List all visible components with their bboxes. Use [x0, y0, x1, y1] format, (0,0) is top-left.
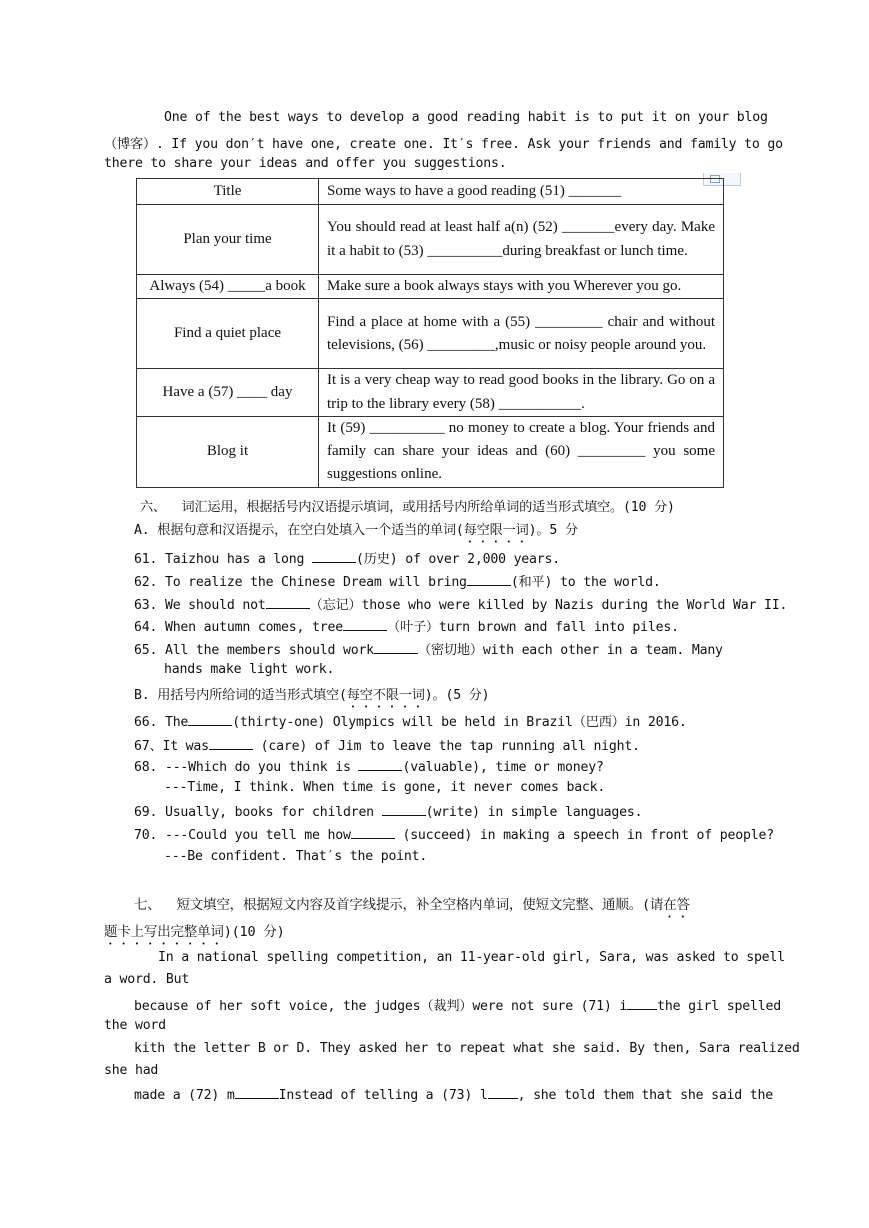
- answer-blank[interactable]: [467, 573, 511, 586]
- passage-line-1: In a national spelling competition, an 11-year-old girl, Sara, was asked to spell: [158, 950, 785, 965]
- table-cell-label: Have a (57) ____ day: [137, 369, 319, 417]
- table-cell-label: Plan your time: [137, 205, 319, 275]
- answer-blank[interactable]: [382, 803, 426, 816]
- question-68-answer: ---Time, I think. When time is gone, it never comes back.: [164, 780, 606, 795]
- answer-blank[interactable]: [188, 713, 232, 726]
- answer-blank[interactable]: [627, 997, 657, 1010]
- passage-line-2: a word. But: [104, 972, 190, 987]
- question-67: 67、It was (care) of Jim to leave the tap running all night.: [134, 739, 640, 754]
- passage-line-3: because of her soft voice, the judges（裁判）were not sure (71) i the girl spelled: [134, 999, 781, 1014]
- section-7-heading: 七、 短文填空，根据短文内容及首字线提示，补全空格内单词，使短文完整、通顺。(请在答: [134, 897, 690, 913]
- answer-blank[interactable]: [235, 1086, 279, 1099]
- question-65: 65. All the members should work （密切地）with each other in a team. Many: [134, 643, 723, 658]
- question-62: 62. To realize the Chinese Dream will bring (和平) to the world.: [134, 575, 661, 590]
- question-64: 64. When autumn comes, tree （叶子）turn brown and fall into piles.: [134, 620, 679, 635]
- answer-blank[interactable]: [266, 596, 310, 609]
- reading-habit-table: [136, 178, 724, 488]
- intro-line-1: One of the best ways to develop a good reading habit is to put it on your blog: [164, 110, 768, 125]
- table-cell-content: Find a place at home with a (55) _________ chair and without televisions, (56) _________,music or noisy people around you.: [319, 299, 724, 369]
- answer-blank[interactable]: [209, 737, 253, 750]
- table-cell-content: It (59) __________ no money to create a blog. Your friends and family can share your ideas and (60) _________ you some suggestions online.: [319, 416, 724, 487]
- question-66: 66. The (thirty-one) Olympics will be held in Brazil（巴西）in 2016.: [134, 715, 687, 730]
- table-cell-content: It is a very cheap way to read good books in the library. Go on a trip to the library every (58) ___________.: [319, 369, 724, 417]
- intro-line-2: （博客）. If you don′t have one, create one. It′s free. Ask your friends and family to go: [104, 137, 783, 152]
- answer-blank[interactable]: [312, 550, 356, 563]
- passage-line-5: kith the letter B or D. They asked her to repeat what she said. By then, Sara realized: [134, 1041, 800, 1056]
- passage-line-4: the word: [104, 1018, 166, 1033]
- table-cell-label: Blog it: [137, 416, 319, 487]
- answer-blank[interactable]: [488, 1086, 518, 1099]
- part-a-instruction: A. 根据句意和汉语提示，在空白处填入一个适当的单词(每空限一词)。5 分: [134, 523, 578, 538]
- table-cell-label: Title: [137, 179, 319, 205]
- answer-blank[interactable]: [351, 826, 395, 839]
- section-6-heading: 六、 词汇运用，根据括号内汉语提示填词，或用括号内所给单词的适当形式填空。(10 分): [140, 500, 675, 515]
- passage-line-7: made a (72) m Instead of telling a (73) l , she told them that she said the: [134, 1088, 773, 1103]
- answer-blank[interactable]: [374, 641, 418, 654]
- table-cell-content: Make sure a book always stays with you Wherever you go.: [319, 275, 724, 299]
- answer-blank[interactable]: [343, 618, 387, 631]
- question-68: 68. ---Which do you think is (valuable), time or money?: [134, 760, 604, 775]
- question-65-continued: hands make light work.: [164, 662, 335, 677]
- question-69: 69. Usually, books for children (write) in simple languages.: [134, 805, 643, 820]
- question-70: 70. ---Could you tell me how (succeed) in making a speech in front of people?: [134, 828, 774, 843]
- part-b-instruction: B. 用括号内所给词的适当形式填空(每空不限一词)。(5 分): [134, 688, 490, 703]
- question-61: 61. Taizhou has a long (历史) of over 2,000 years.: [134, 552, 561, 567]
- section-7-heading-continued: 题卡上写出完整单词)(10 分): [104, 924, 285, 940]
- answer-blank[interactable]: [358, 758, 402, 771]
- table-cell-content: Some ways to have a good reading (51) _______: [319, 179, 724, 205]
- question-70-answer: ---Be confident. That′s the point.: [164, 849, 428, 864]
- intro-line-3: there to share your ideas and offer you suggestions.: [104, 156, 507, 171]
- table-cell-content: You should read at least half a(n) (52) _______every day. Make it a habit to (53) __________during breakfast or lunch time.: [319, 205, 724, 275]
- question-63: 63. We should not （忘记）those who were killed by Nazis during the World War II.: [134, 598, 788, 613]
- passage-line-6: she had: [104, 1063, 159, 1078]
- table-cell-label: Find a quiet place: [137, 299, 319, 369]
- table-cell-label: Always (54) _____a book: [137, 275, 319, 299]
